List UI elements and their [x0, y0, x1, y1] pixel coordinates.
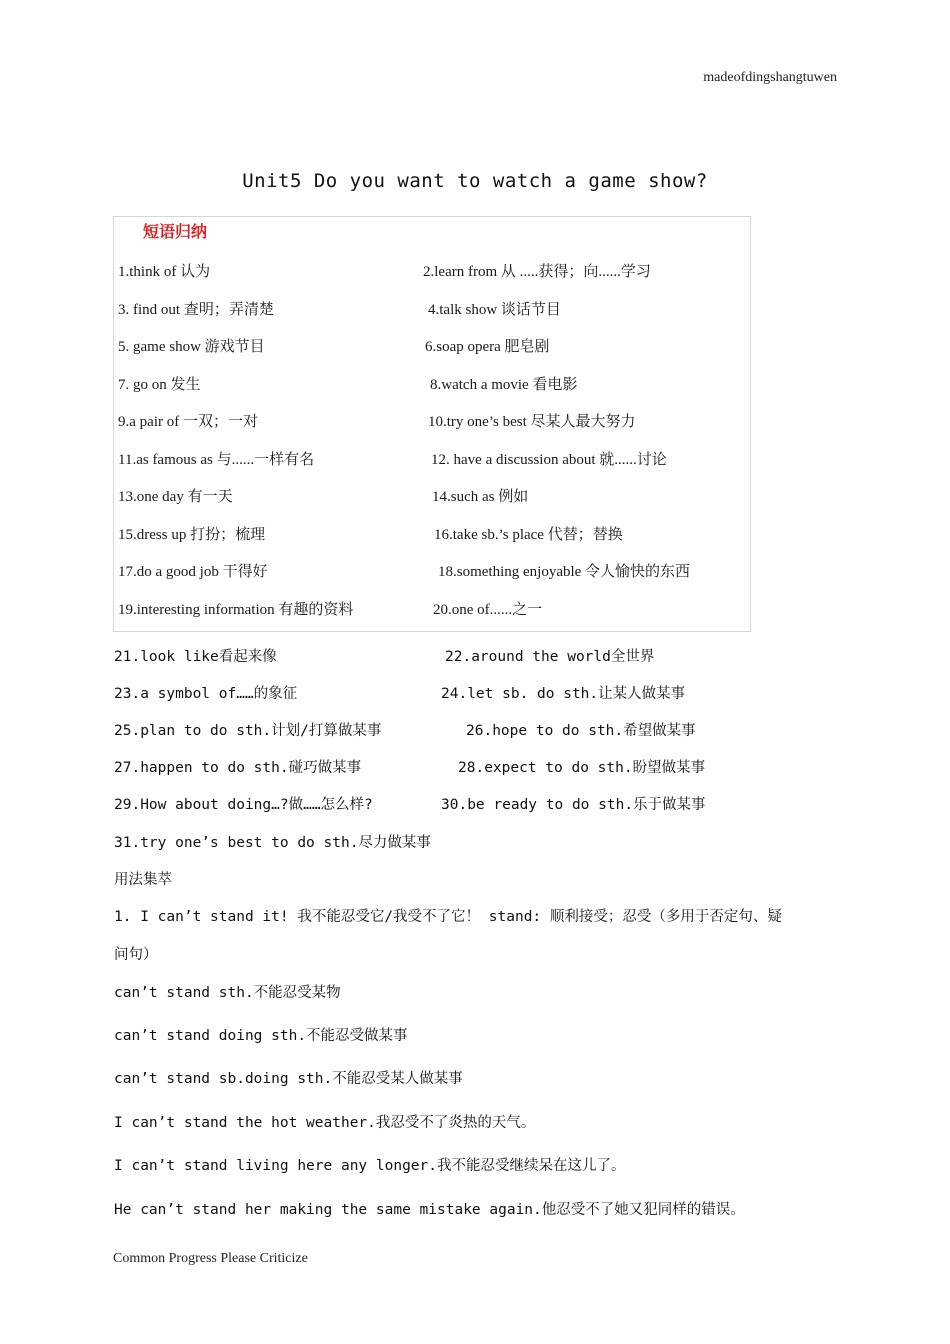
phrase-item: 8.watch a movie 看电影 — [430, 376, 578, 393]
phrase-item: 5. game show 游戏节目 — [118, 339, 265, 355]
phrase-item: 24.let sb. do sth.让某人做某事 — [441, 686, 686, 702]
phrase-item: 26.hope to do sth.希望做某事 — [466, 723, 696, 739]
example-line: I can’t stand the hot weather.我忍受不了炎热的天气。 — [114, 1115, 536, 1131]
phrase-row — [118, 410, 738, 448]
phrase-item: 20.one of......之一 — [433, 601, 543, 618]
phrase-item: 1.think of 认为 — [118, 264, 211, 280]
phrase-item: 27.happen to do sth.碰巧做某事 — [114, 760, 362, 776]
phrase-row — [118, 598, 738, 636]
phrase-item: 30.be ready to do sth.乐于做某事 — [441, 797, 706, 813]
phrase-item: 6.soap opera 肥皂剧 — [425, 339, 550, 355]
page-title: Unit5 Do you want to watch a game show? — [242, 170, 708, 192]
phrase-item: 11.as famous as 与......一样有名 — [118, 451, 315, 468]
phrase-item: 17.do a good job 干得好 — [118, 564, 268, 580]
phrase-item: 15.dress up 打扮；梳理 — [118, 526, 266, 543]
phrase-item: 18.something enjoyable 令人愉快的东西 — [438, 564, 691, 580]
phrase-item: 12. have a discussion about 就......讨论 — [431, 451, 667, 468]
phrase-item: 23.a symbol of……的象征 — [114, 686, 298, 702]
phrase-item: 25.plan to do sth.计划/打算做某事 — [114, 723, 382, 739]
phrase-item: 16.take sb.’s place 代替；替换 — [434, 526, 623, 543]
example-line: can’t stand doing sth.不能忍受做某事 — [114, 1028, 408, 1044]
phrase-item: 19.interesting information 有趣的资料 — [118, 601, 354, 618]
phrase-row — [118, 335, 738, 373]
phrase-item: 31.try one’s best to do sth.尽力做某事 — [114, 835, 431, 851]
phrase-item: 2.learn from 从 .....获得；向......学习 — [423, 264, 651, 280]
phrase-item: 9.a pair of 一双；一对 — [118, 414, 258, 430]
phrase-item: 4.talk show 谈话节目 — [428, 301, 561, 318]
phrase-item: 10.try one’s best 尽某人最大努力 — [428, 414, 636, 430]
phrase-row — [118, 260, 738, 298]
phrase-item: 22.around the world全世界 — [445, 649, 655, 665]
usage-text: 1. I can’t stand it! 我不能忍受它/我受不了它！ stand: 顺利接受；忍受（多用于否定句、疑 — [114, 909, 782, 925]
header-note: madeofdingshangtuwen — [703, 70, 837, 85]
example-line: I can’t stand living here any longer.我不能忍受继续呆在这儿了。 — [114, 1158, 626, 1174]
phrase-item: 7. go on 发生 — [118, 376, 201, 393]
phrase-item: 29.How about doing…?做……怎么样? — [114, 797, 373, 813]
example-line: can’t stand sb.doing sth.不能忍受某人做某事 — [114, 1071, 463, 1087]
usage-text: 问句） — [114, 947, 158, 963]
phrase-item: 14.such as 例如 — [432, 489, 529, 505]
phrase-row — [118, 485, 738, 523]
phrase-row — [118, 448, 738, 486]
phrase-grid — [118, 260, 738, 635]
phrase-row — [118, 523, 738, 561]
example-line: He can’t stand her making the same mistake again.他忍受不了她又犯同样的错误。 — [114, 1202, 745, 1218]
section-heading: 用法集萃 — [114, 872, 172, 888]
phrase-row — [118, 298, 738, 336]
phrase-item: 13.one day 有一天 — [118, 489, 233, 505]
phrase-item: 28.expect to do sth.盼望做某事 — [458, 760, 706, 776]
footer-note: Common Progress Please Criticize — [113, 1251, 308, 1266]
phrase-item: 21.look like看起来像 — [114, 649, 277, 665]
phrase-item: 3. find out 查明；弄清楚 — [118, 301, 274, 318]
phrase-row — [118, 560, 738, 598]
phrase-summary-heading: 短语归纳 — [143, 222, 208, 241]
example-line: can’t stand sth.不能忍受某物 — [114, 985, 341, 1001]
phrase-row — [118, 373, 738, 411]
